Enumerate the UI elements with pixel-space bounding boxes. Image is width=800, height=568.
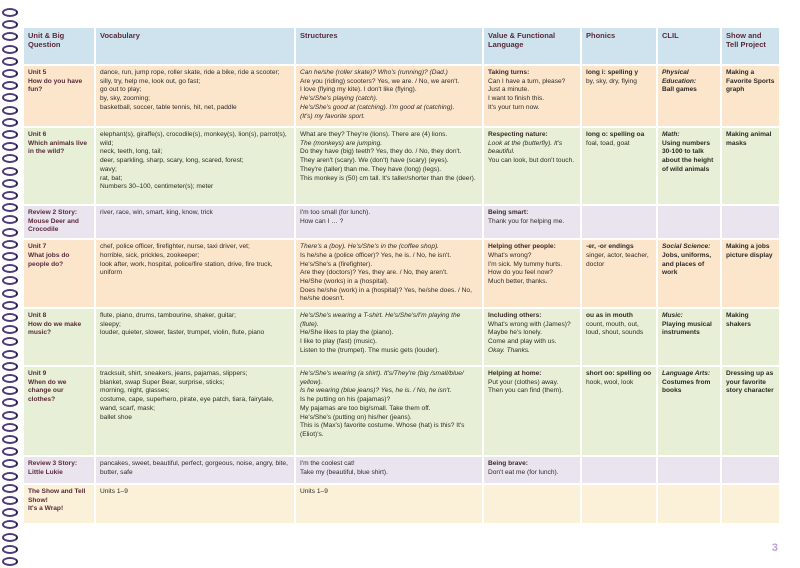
spiral-ring	[2, 325, 18, 334]
structure-line: The (monkeys) are jumping.	[300, 139, 383, 147]
scope-sequence-table	[22, 26, 781, 525]
spiral-ring	[2, 118, 18, 127]
value-line: I'm sick. My tummy hurts.	[488, 260, 563, 268]
spiral-ring	[2, 557, 18, 566]
spiral-ring	[2, 496, 18, 505]
show-project: Making a Favorite Sports graph	[726, 69, 775, 94]
spiral-ring	[2, 520, 18, 529]
spiral-ring	[2, 130, 18, 139]
vocab-line: river, race, win, smart, king, know, trick	[100, 209, 213, 216]
vocab-line: by, sky, zooming;	[100, 95, 150, 103]
clil-heading: Music:	[662, 312, 683, 320]
unit-title: The Show and Tell Show!	[28, 488, 86, 504]
structure-line: I'm the coolest cat!	[300, 460, 355, 468]
vocab-line: flute, piano, drums, tambourine, shaker, guitar;	[100, 312, 236, 320]
value-line: Okay. Thanks.	[488, 346, 531, 354]
unit-title: Unit 7	[28, 243, 47, 251]
structure-line: What are they? They're (lions). There are (4) lions.	[300, 131, 448, 138]
spiral-ring	[2, 398, 18, 407]
phonics-cell	[582, 309, 656, 365]
header-row	[24, 28, 779, 64]
structure-line: Take my (beautiful, blue shirt).	[300, 468, 388, 476]
vocabulary-cell	[96, 309, 294, 365]
phonics-cell	[582, 66, 656, 126]
table-row	[24, 309, 779, 365]
phonics-heading: -er, -or endings	[586, 243, 634, 251]
value-cell	[484, 485, 580, 523]
vocab-line: rat, bat;	[100, 174, 123, 182]
unit-cell	[24, 457, 94, 483]
header-value: Value & Functional Language	[484, 28, 580, 64]
structure-line: I love (flying my kite). I don't like (flying).	[300, 86, 417, 94]
spiral-ring	[2, 57, 18, 66]
show-cell	[722, 128, 779, 204]
structure-line: He's/She's wearing (a shirt). It's/They're (big /small/blue/ yellow).	[300, 370, 464, 386]
vocab-line: chef, police officer, firefighter, nurse, taxi driver, vet;	[100, 243, 250, 251]
value-line: How do you feel now?	[488, 269, 553, 277]
show-project: Dressing up as your favorite story character	[726, 370, 774, 395]
big-question: What jobs do people do?	[28, 251, 70, 268]
header-vocabulary: Vocabulary	[96, 28, 294, 64]
structure-line: Units 1–9	[300, 488, 328, 496]
clil-line: Jobs, uniforms, and places of work	[662, 251, 712, 277]
structure-line: I like to play (fast) (music).	[300, 338, 377, 346]
clil-cell	[658, 309, 720, 365]
unit-cell	[24, 240, 94, 307]
structure-line: Is he/she a (police officer)? Yes, he is. / No, he isn't.	[300, 251, 452, 259]
vocab-line: wavy;	[100, 165, 117, 173]
value-line: Thank you for helping me.	[488, 217, 565, 225]
vocab-line: horrible, sick, prickles, zookeeper;	[100, 251, 200, 259]
spiral-ring	[2, 435, 18, 444]
spiral-ring	[2, 411, 18, 420]
structures-cell	[296, 240, 482, 307]
structure-line: He's/She's playing (catch).	[300, 95, 378, 103]
structure-line: How can I … ?	[300, 217, 344, 225]
vocabulary-cell	[96, 66, 294, 126]
phonics-cell	[582, 457, 656, 483]
vocab-line: blanket, swap Super Bear, surprise, sticks;	[100, 378, 225, 386]
vocab-line: sleepy;	[100, 320, 121, 328]
spiral-ring	[2, 106, 18, 115]
vocab-line: silly, try, help me, look out, go fast;	[100, 77, 201, 85]
show-cell	[722, 457, 779, 483]
phonics-heading: long o: spelling oa	[586, 131, 645, 138]
structure-line: Do they have (big) teeth? Yes, they do. / No, they don't.	[300, 148, 462, 156]
spiral-ring	[2, 142, 18, 151]
vocab-line: ballet shoe	[100, 413, 132, 421]
header-unit: Unit & Big Question	[24, 28, 94, 64]
phonics-heading: ou as in mouth	[586, 312, 633, 320]
big-question: Mouse Deer and Crocodile	[28, 217, 79, 234]
clil-line: Playing musical instruments	[662, 320, 712, 337]
unit-title: Unit 6	[28, 131, 47, 138]
value-heading: Respecting nature:	[488, 131, 548, 138]
value-heading: Being smart:	[488, 209, 529, 216]
table-row	[24, 457, 779, 483]
spiral-ring	[2, 264, 18, 273]
table-row	[24, 367, 779, 455]
show-cell	[722, 485, 779, 523]
structure-line: Can he/she (roller skate)? Who's (running)? (Dad.)	[300, 69, 448, 76]
value-cell	[484, 128, 580, 204]
structures-cell	[296, 128, 482, 204]
structure-line: He/She (works) in a (hospital).	[300, 277, 389, 285]
value-line: Come and play with us.	[488, 338, 557, 346]
value-cell	[484, 240, 580, 307]
spiral-ring	[2, 447, 18, 456]
value-line: What's wrong?	[488, 251, 532, 259]
vocabulary-cell	[96, 485, 294, 523]
spiral-binding	[0, 0, 22, 568]
header-structures: Structures	[296, 28, 482, 64]
header-clil: CLIL	[658, 28, 720, 64]
value-cell	[484, 66, 580, 126]
show-cell	[722, 206, 779, 238]
spiral-ring	[2, 337, 18, 346]
phonics-cell	[582, 367, 656, 455]
unit-cell	[24, 485, 94, 523]
value-heading: Helping other people:	[488, 243, 556, 251]
value-cell	[484, 367, 580, 455]
structure-line: Are you (riding) scooters? Yes, we are. / No, we aren't.	[300, 77, 460, 85]
unit-title: Unit 9	[28, 370, 47, 378]
spiral-ring	[2, 81, 18, 90]
value-line: Put your (clothes) away.	[488, 378, 559, 386]
spiral-ring	[2, 459, 18, 468]
big-question: How do you have fun?	[28, 77, 83, 94]
phonics-cell	[582, 240, 656, 307]
structure-line: He's/She's (putting on) his/her (jeans).	[300, 413, 412, 421]
table-row	[24, 485, 779, 523]
value-cell	[484, 309, 580, 365]
spiral-ring	[2, 191, 18, 200]
clil-cell	[658, 128, 720, 204]
structure-line: Is he putting on his (pajamas)?	[300, 396, 391, 404]
structure-line: There's a (boy). He's/She's in the (coffee shop).	[300, 243, 440, 251]
vocab-line: louder, quieter, slower, faster, trumpet, violin, flute, piano	[100, 329, 265, 337]
value-line: I want to finish this.	[488, 95, 545, 103]
show-cell	[722, 309, 779, 365]
structure-line: Listen to the (trumpet). The music gets (louder).	[300, 346, 440, 354]
spiral-ring	[2, 289, 18, 298]
big-question: When do we change our clothes?	[28, 378, 67, 404]
value-line: What's wrong with (James)?	[488, 320, 571, 328]
vocabulary-cell	[96, 128, 294, 204]
structures-cell	[296, 206, 482, 238]
structure-line: Does he/she (work) in a (hospital)? Yes, he/she does. / No, he/she doesn't.	[300, 286, 472, 303]
unit-cell	[24, 128, 94, 204]
structure-line: He's/She's wearing a T-shirt. He's/She's/I'm playing the (flute).	[300, 312, 461, 328]
show-project: Making shakers	[726, 312, 751, 328]
show-project: Making a jobs picture display	[726, 243, 773, 259]
spiral-ring	[2, 301, 18, 310]
unit-cell	[24, 66, 94, 126]
structure-line: He's/She's good at (catching). I'm good at (catching).	[300, 103, 455, 111]
structure-line: Are they (doctors)? Yes, they are. / No, they aren't.	[300, 269, 448, 277]
table-body	[24, 66, 779, 523]
spiral-ring	[2, 533, 18, 542]
structure-line: He/She likes to play the (piano).	[300, 329, 394, 337]
table-row	[24, 66, 779, 126]
vocab-line: deer, sparkling, sharp, scary, long, scared, forest;	[100, 157, 244, 165]
phonics-line: count, mouth, out, loud, shout, sounds	[586, 320, 644, 337]
vocab-line: Units 1–9	[100, 488, 128, 496]
clil-cell	[658, 457, 720, 483]
structure-line: He's/She's a (firefighter).	[300, 260, 373, 268]
unit-cell	[24, 206, 94, 238]
table-row	[24, 206, 779, 238]
structure-line: This is (Max's) favorite costume. Whose (hat) is this? It's (Eliot)'s.	[300, 422, 465, 438]
phonics-heading: short oo: spelling oo	[586, 370, 652, 378]
vocab-line: go out to play;	[100, 86, 142, 94]
vocab-line: pancakes, sweet, beautiful, perfect, gorgeous, noise, angry, bite, butter, safe	[100, 460, 288, 476]
value-line: It's your turn now.	[488, 103, 540, 111]
value-line: Just a minute.	[488, 86, 530, 94]
value-line: Maybe he's lonely.	[488, 329, 542, 337]
vocab-line: costume, cape, superhero, pirate, eye patch, tiara, fairytale, wand, scarf, mask;	[100, 396, 274, 412]
value-heading: Being brave:	[488, 460, 528, 468]
spiral-ring	[2, 362, 18, 371]
show-project: Making animal masks	[726, 131, 772, 147]
phonics-line: singer, actor, teacher, doctor	[586, 251, 649, 268]
structures-cell	[296, 309, 482, 365]
big-question: Little Lukie	[28, 468, 63, 476]
structure-line: I'm too small (for lunch).	[300, 209, 371, 216]
value-line: Then you can find (them).	[488, 387, 564, 395]
spiral-ring	[2, 93, 18, 102]
clil-line: Using numbers 30-100 to talk about the height of wild animals	[662, 139, 714, 173]
clil-line: Ball games	[662, 86, 697, 94]
spiral-ring	[2, 203, 18, 212]
spiral-ring	[2, 252, 18, 261]
spiral-ring	[2, 350, 18, 359]
vocab-line: morning, night, glasses;	[100, 387, 170, 395]
structure-line: This monkey is (50) cm tall. It's taller/shorter than the (deer).	[300, 174, 476, 182]
spiral-ring	[2, 423, 18, 432]
phonics-cell	[582, 128, 656, 204]
clil-line: Costumes from books	[662, 378, 711, 395]
value-heading: Helping at home:	[488, 370, 542, 378]
spiral-ring	[2, 508, 18, 517]
unit-title: Review 2 Story:	[28, 209, 78, 216]
spiral-ring	[2, 276, 18, 285]
clil-cell	[658, 240, 720, 307]
spiral-ring	[2, 545, 18, 554]
value-line: Look at the (butterfly). It's beautiful.	[488, 139, 563, 156]
structure-line: They're (taller) than me. They have (long) (legs).	[300, 165, 442, 173]
spiral-ring	[2, 45, 18, 54]
spiral-ring	[2, 8, 18, 17]
phonics-cell	[582, 485, 656, 523]
table-row	[24, 240, 779, 307]
structures-cell	[296, 457, 482, 483]
phonics-line: by, sky, dry, flying	[586, 77, 637, 85]
structure-line: Is he wearing (blue jeans)? Yes, he is. / No, he isn't.	[300, 387, 452, 395]
unit-cell	[24, 309, 94, 365]
structure-line: (It's) my favorite sport.	[300, 112, 366, 120]
spiral-ring	[2, 69, 18, 78]
vocab-line: dance, run, jump rope, roller skate, ride a bike, ride a scooter;	[100, 69, 280, 76]
vocab-line: basketball, soccer, table tennis, hit, net, paddle	[100, 103, 237, 111]
vocabulary-cell	[96, 367, 294, 455]
header-show: Show and Tell Project	[722, 28, 779, 64]
big-question: How do we make music?	[28, 320, 82, 337]
clil-heading: Math:	[662, 131, 680, 138]
unit-title: Unit 8	[28, 312, 47, 320]
spiral-ring	[2, 386, 18, 395]
clil-heading: Physical Education:	[662, 69, 697, 85]
value-line: Don't eat me (for lunch).	[488, 468, 559, 476]
clil-heading: Social Science:	[662, 243, 711, 251]
spiral-ring	[2, 313, 18, 322]
spiral-ring	[2, 374, 18, 383]
phonics-heading: long i: spelling y	[586, 69, 639, 76]
clil-cell	[658, 367, 720, 455]
vocab-line: look after, work, hospital, police/fire station, drive, fire truck, uniform	[100, 260, 273, 277]
phonics-line: hook, wool, look	[586, 378, 634, 386]
value-line: You can look, but don't touch.	[488, 157, 575, 165]
structures-cell	[296, 66, 482, 126]
unit-title: Review 3 Story:	[28, 460, 78, 468]
clil-heading: Language Arts:	[662, 370, 711, 378]
spiral-ring	[2, 154, 18, 163]
spiral-ring	[2, 167, 18, 176]
big-question: It's a Wrap!	[28, 505, 64, 513]
unit-title: Unit 5	[28, 69, 47, 76]
value-heading: Including others:	[488, 312, 542, 320]
clil-cell	[658, 66, 720, 126]
page-number: 3	[771, 542, 778, 554]
vocabulary-cell	[96, 457, 294, 483]
spiral-ring	[2, 20, 18, 29]
vocab-line: elephant(s), giraffe(s), crocodile(s), monkey(s), lion(s), parrot(s), wild;	[100, 131, 287, 147]
vocab-line: Numbers 30–100, centimeter(s); meter	[100, 183, 214, 191]
phonics-cell	[582, 206, 656, 238]
value-cell	[484, 206, 580, 238]
clil-cell	[658, 206, 720, 238]
spiral-ring	[2, 472, 18, 481]
show-cell	[722, 66, 779, 126]
show-cell	[722, 240, 779, 307]
structures-cell	[296, 485, 482, 523]
spiral-ring	[2, 179, 18, 188]
show-cell	[722, 367, 779, 455]
structure-line: They aren't (scary). We (don't) have (scary) (eyes).	[300, 157, 449, 165]
value-line: Can I have a turn, please?	[488, 77, 566, 85]
spiral-ring	[2, 228, 18, 237]
header-phonics: Phonics	[582, 28, 656, 64]
structure-line: My pajamas are too big/small. Take them off.	[300, 404, 431, 412]
structures-cell	[296, 367, 482, 455]
clil-cell	[658, 485, 720, 523]
vocab-line: tracksuit, shirt, sneakers, jeans, pajamas, slippers;	[100, 370, 248, 378]
table-row	[24, 128, 779, 204]
value-heading: Taking turns:	[488, 69, 530, 76]
spiral-ring	[2, 484, 18, 493]
unit-cell	[24, 367, 94, 455]
vocabulary-cell	[96, 206, 294, 238]
phonics-line: foal, toad, goat	[586, 139, 630, 147]
vocabulary-cell	[96, 240, 294, 307]
spiral-ring	[2, 215, 18, 224]
vocab-line: neck, teeth, long, tail;	[100, 148, 163, 156]
spiral-ring	[2, 32, 18, 41]
spiral-ring	[2, 240, 18, 249]
value-cell	[484, 457, 580, 483]
value-line: Much better, thanks.	[488, 277, 548, 285]
big-question: Which animals live in the wild?	[28, 139, 87, 156]
